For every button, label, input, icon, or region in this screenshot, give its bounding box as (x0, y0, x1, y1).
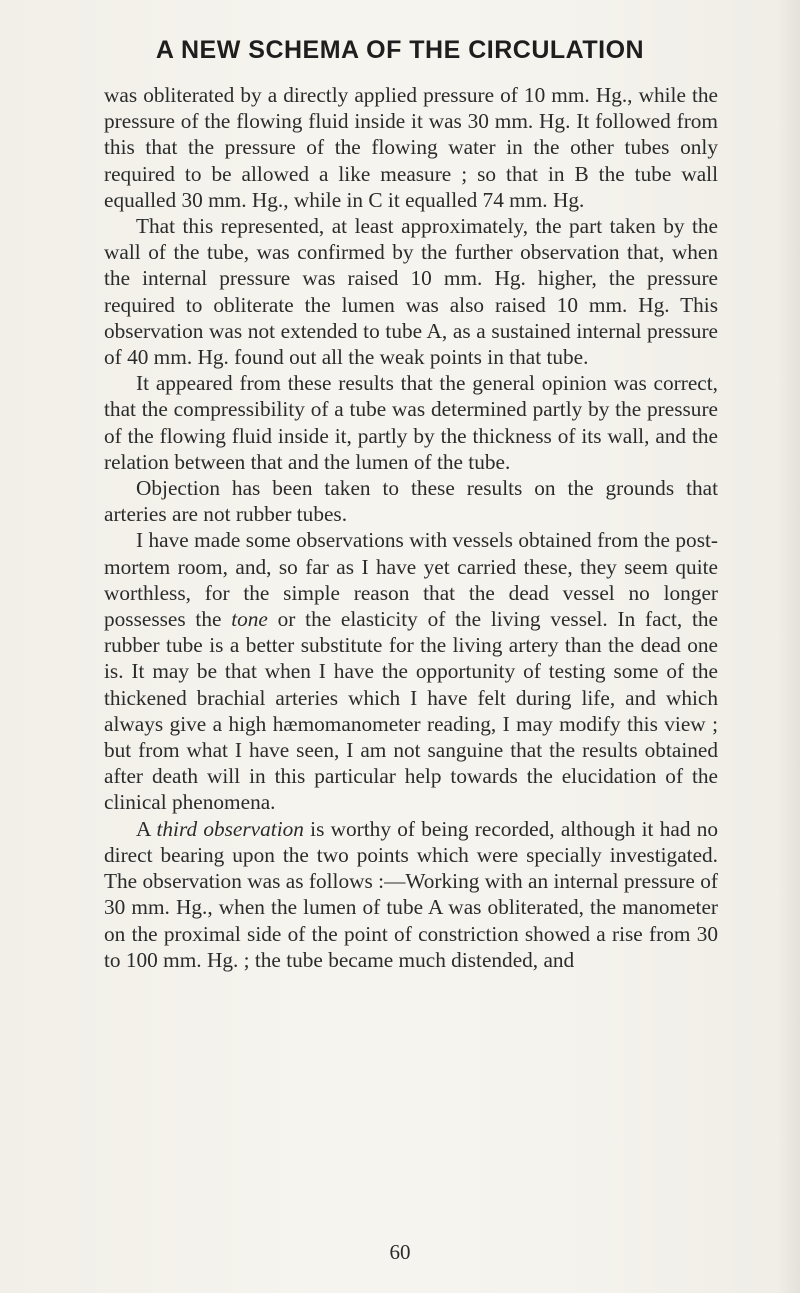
running-head: A NEW SCHEMA OF THE CIRCULATION (155, 36, 645, 64)
paragraph-continuation: was obliterated by a directly applied pressure of 10 mm. Hg., while the pressure of the flowing fluid inside it was 30 mm. Hg. It followed from this that the pressure of the flowing water in the other tubes only required to be allowed a like measure ; so that in B the tube wall equalled 30 mm. Hg., while in C it equalled 74 mm. Hg. (104, 83, 718, 212)
post-mortem-text-end: or the elasticity of the living vessel. In fact, the rubber tube is a better substitute for the living artery than the dead one is. It may be that when I have the opportunity of testing some of the thickened brachial arteries which I have felt during life, and which always give a high hæmomanometer reading, I may modify this view ; but from what I have seen, I am not sanguine that the results obtained after death will in this particular help towards the elucidation of the clinical phenomena. (104, 607, 719, 815)
paragraph-post-mortem (104, 527, 718, 815)
paragraph-wall-pressure: That this represented, at least approximately, the part taken by the wall of the tube, was confirmed by the further observation that, when the internal pressure was raised 10 mm. Hg. higher, the pressure required to obliterate the lumen was also raised 10 mm. Hg. This observation was not extended to tube A, as a sustained internal pressure of 40 mm. Hg. found out all the weak points in that tube. (104, 214, 718, 370)
paragraph-objection: Objection has been taken to these results on the grounds that arteries are not rubber tubes. (104, 476, 718, 527)
post-mortem-text-start: I have made some observations with vessels obtained from the post-mortem room, and, so far as I have yet carried these, they seem quite worthless, for the simple reason that the dead vessel no longer possesses the (104, 528, 718, 632)
paragraph-third-observation (104, 816, 718, 973)
third-observation-text-start: A (136, 816, 157, 841)
paragraph-compressibility: It appeared from these results that the general opinion was correct, that the compressibility of a tube was determined partly by the pressure of the flowing fluid inside it, partly by the thickness of its wall, and the relation between that and the lumen of the tube. (104, 371, 718, 474)
page-edge-shadow (778, 0, 800, 1293)
emphasis-third-observation: third observation (156, 816, 304, 841)
body-text (104, 82, 718, 973)
third-observation-text-end: is worthy of being recorded, although it had no direct bearing upon the two points which were specially investigated. The observation was as follows :—Working with an internal pressure of 30 mm. Hg., when the lumen of tube A was obliterated, the manometer on the proximal side of the point of constriction showed a rise from 30 to 100 mm. Hg. ; the tube became much distended, and (104, 816, 719, 972)
page-number: 60 (389, 1240, 411, 1264)
emphasis-tone: tone (231, 607, 268, 632)
